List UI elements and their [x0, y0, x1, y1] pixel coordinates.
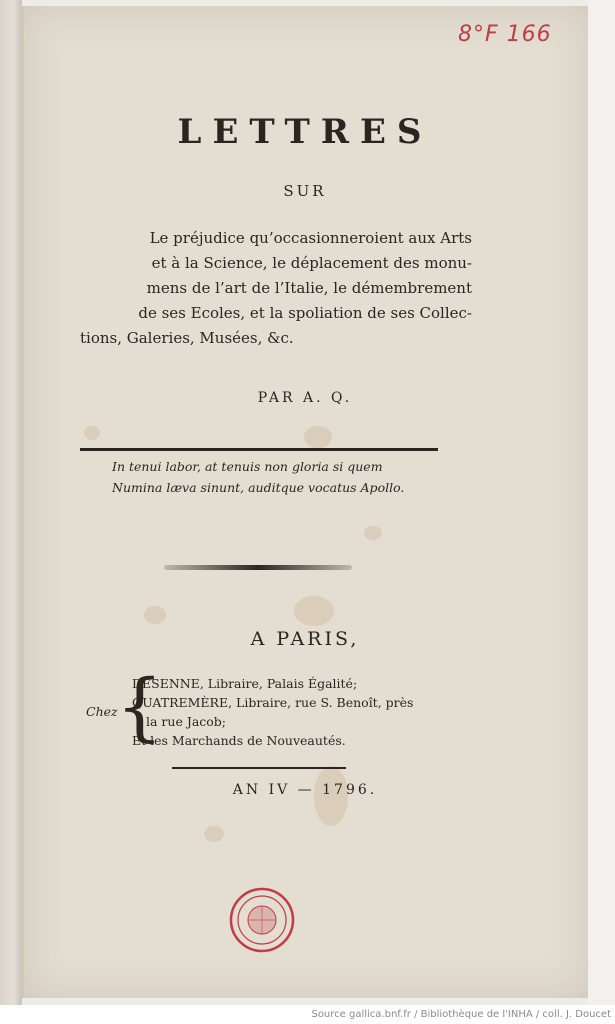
bookseller-line: DESENNE, Libraire, Palais Égalité;: [132, 676, 358, 691]
subtitle-line: et à la Science, le déplacement des monu-: [151, 254, 472, 272]
subtitle-line: Le préjudice qu’occasionneroient aux Arts: [149, 229, 472, 247]
chez-label: Chez: [86, 704, 118, 719]
foxing-spot: [294, 596, 334, 626]
booksellers-list: [132, 674, 462, 750]
author-line: PAR A. Q.: [257, 390, 353, 406]
subtitle-line: tions, Galeries, Musées, &c.: [80, 329, 294, 347]
bookseller-line: Et les Marchands de Nouveautés.: [132, 733, 346, 748]
foxing-spot: [304, 426, 332, 448]
subtitle: [62, 226, 472, 351]
ornamental-rule: [164, 565, 352, 570]
imprint-date: AN IV — 1796.: [232, 782, 378, 798]
foxing-spot: [204, 826, 224, 842]
epigraph: [112, 456, 432, 498]
foxing-spot: [364, 526, 382, 540]
scan-margin: [588, 0, 615, 1005]
epigraph-line: Numina læva sinunt, auditque vocatus Apollo.: [112, 480, 405, 495]
bookseller-line: QUATREMÈRE, Libraire, rue S. Benoît, près: [132, 695, 414, 710]
imprint-place: A PARIS,: [250, 628, 360, 650]
bookseller-line: la rue Jacob;: [146, 714, 227, 729]
divider-rule: [80, 448, 438, 451]
subtitle-line: mens de l’art de l’Italie, le démembrement: [146, 279, 472, 297]
divider-rule: [172, 767, 346, 769]
foxing-spot: [84, 426, 100, 440]
epigraph-line: In tenui labor, at tenuis non gloria si quem: [112, 459, 383, 474]
title-page: [22, 6, 590, 998]
library-stamp-icon: [228, 886, 296, 954]
shelfmark-annotation: 8°F 166: [458, 22, 552, 47]
subtitle-line: de ses Ecoles, et la spoliation de ses Collec-: [138, 304, 472, 322]
page-title: LETTRES: [177, 112, 433, 152]
title-sur: SUR: [283, 182, 327, 200]
source-credit: Source gallica.bnf.fr / Bibliothèque de l'INHA / coll. J. Doucet: [311, 1009, 611, 1020]
foxing-spot: [144, 606, 166, 624]
brace-icon: {: [116, 664, 164, 750]
book-spine: [0, 0, 22, 1005]
